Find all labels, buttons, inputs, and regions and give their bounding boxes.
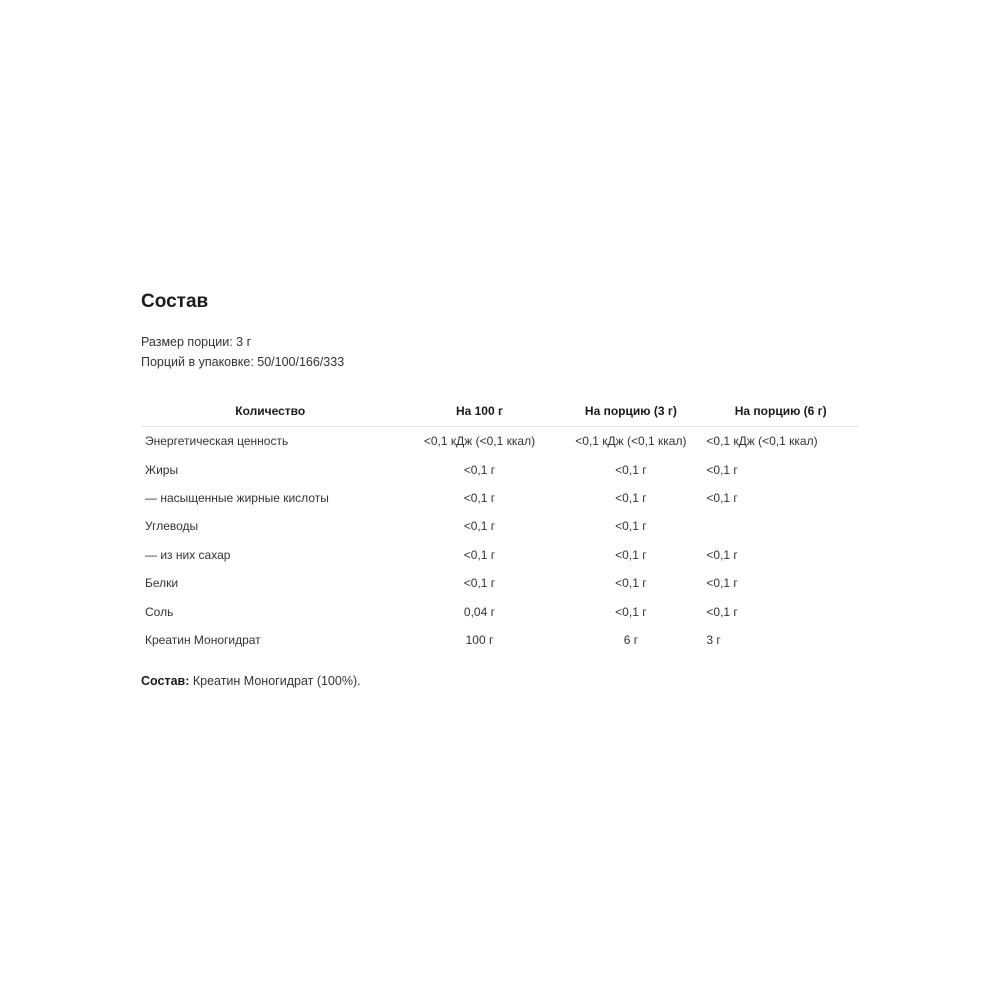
value-per-serving-6g: <0,1 г: [706, 462, 738, 477]
value-per-100g: 100 г: [465, 632, 494, 647]
value-per-100g: <0,1 г: [463, 576, 496, 591]
nutrition-section: [141, 290, 861, 688]
header-row: [141, 396, 859, 427]
table-row: [141, 484, 859, 512]
value-per-serving-3g: <0,1 г: [615, 576, 647, 591]
value-per-serving-6g: <0,1 г: [706, 490, 738, 505]
value-per-serving-3g: <0,1 кДж (<0,1 ккал): [575, 434, 687, 449]
value-per-100g: <0,1 г: [463, 490, 496, 505]
composition-line: [141, 674, 861, 688]
header-per-100g: На 100 г: [400, 396, 560, 427]
header-quantity: Количество: [141, 396, 400, 427]
nutrient-name: Жиры: [145, 462, 179, 477]
nutrient-name: Соль: [145, 604, 174, 619]
value-per-serving-3g: <0,1 г: [615, 547, 647, 562]
value-per-serving-6g: <0,1 г: [706, 547, 738, 562]
serving-size: Размер порции: 3 г: [141, 335, 252, 349]
nutrient-name: Углеводы: [145, 519, 199, 534]
composition-label: Состав:: [141, 674, 190, 689]
value-per-serving-6g: <0,1 кДж (<0,1 ккал): [706, 434, 818, 449]
value-per-serving-6g: <0,1 г: [706, 604, 738, 619]
table-row: [141, 512, 859, 540]
composition-text: Креатин Моногидрат (100%).: [189, 674, 361, 689]
value-per-serving-3g: <0,1 г: [615, 462, 647, 477]
value-per-serving-3g: <0,1 г: [615, 519, 647, 534]
value-per-serving-6g: <0,1 г: [706, 576, 738, 591]
table-row: [141, 427, 859, 456]
nutrient-name: Энергетическая ценность: [145, 434, 289, 449]
nutrient-name: Белки: [145, 576, 179, 591]
table-row: [141, 455, 859, 483]
value-per-serving-3g: <0,1 г: [615, 604, 647, 619]
table-row: [141, 541, 859, 569]
header-per-serving-3g: На порцию (3 г): [559, 396, 702, 427]
value-per-serving-6g: [702, 512, 859, 540]
value-per-100g: <0,1 г: [463, 547, 496, 562]
table-row: [141, 597, 859, 625]
value-per-serving-3g: <0,1 г: [615, 490, 647, 505]
table-row: [141, 569, 859, 597]
nutrient-name: Креатин Моногидрат: [145, 632, 261, 647]
nutrient-name: — из них сахар: [145, 547, 231, 562]
value-per-100g: <0,1 г: [463, 462, 496, 477]
table-body: [141, 427, 859, 655]
header-per-serving-6g: На порцию (6 г): [702, 396, 859, 427]
value-per-serving-6g: 3 г: [706, 632, 721, 647]
section-title: Состав: [141, 291, 209, 312]
serving-info: [141, 332, 861, 372]
value-per-100g: <0,1 г: [463, 519, 496, 534]
value-per-serving-3g: 6 г: [623, 632, 639, 647]
value-per-100g: <0,1 кДж (<0,1 ккал): [423, 434, 536, 449]
servings-per-package: Порций в упаковке: 50/100/166/333: [141, 355, 345, 369]
value-per-100g: 0,04 г: [463, 604, 495, 619]
table-row: [141, 626, 859, 654]
nutrition-table: [141, 396, 859, 654]
table-header: [141, 396, 859, 427]
nutrient-name: — насыщенные жирные кислоты: [145, 490, 329, 505]
